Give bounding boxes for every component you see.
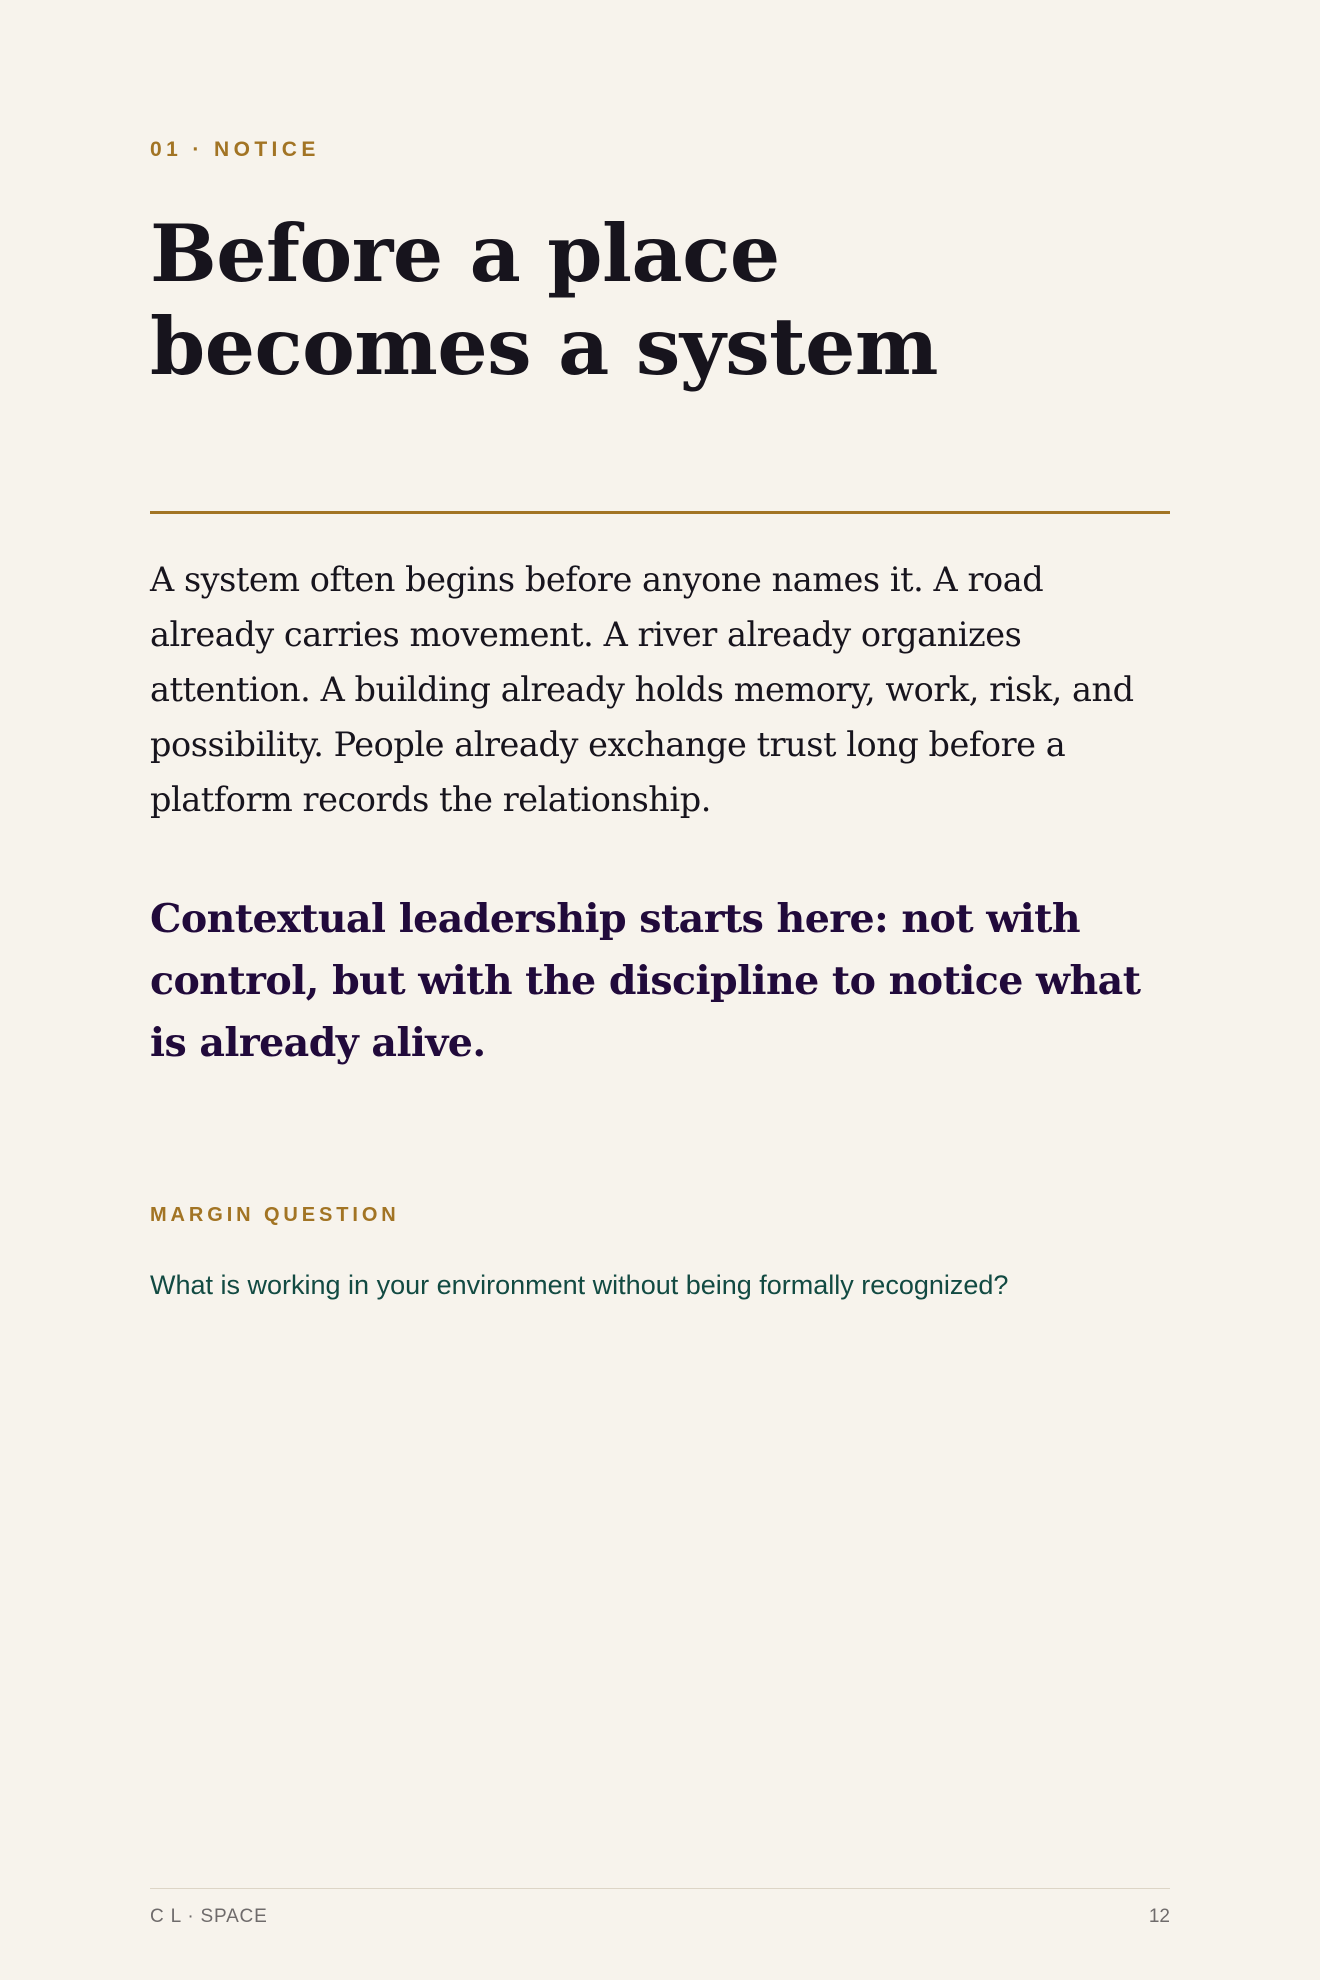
title-line-1: Before a place: [150, 207, 780, 300]
body-paragraph: A system often begins before anyone names it. A road already carries movement. A river already organizes attention. A building already holds memory, work, risk, and possibility. People already exchange trust long before a platform records the relationship.: [150, 560, 1134, 819]
footer-divider: [150, 1888, 1170, 1889]
title-divider: [150, 511, 1170, 514]
section-kicker: 01 · NOTICE: [150, 138, 320, 161]
document-page: [150, 0, 1170, 1980]
page-number: 12: [1148, 1906, 1170, 1927]
margin-question-label: MARGIN QUESTION: [150, 1204, 400, 1226]
pull-quote: Contextual leadership starts here: not with control, but with the discipline to notice what is already alive.: [150, 896, 1141, 1066]
title-line-2: becomes a system: [150, 300, 939, 393]
margin-question-text: What is working in your environment without being formally recognized?: [150, 1270, 1009, 1300]
footer-brand: C L · SPACE: [150, 1906, 268, 1927]
page-title: [150, 207, 1170, 393]
